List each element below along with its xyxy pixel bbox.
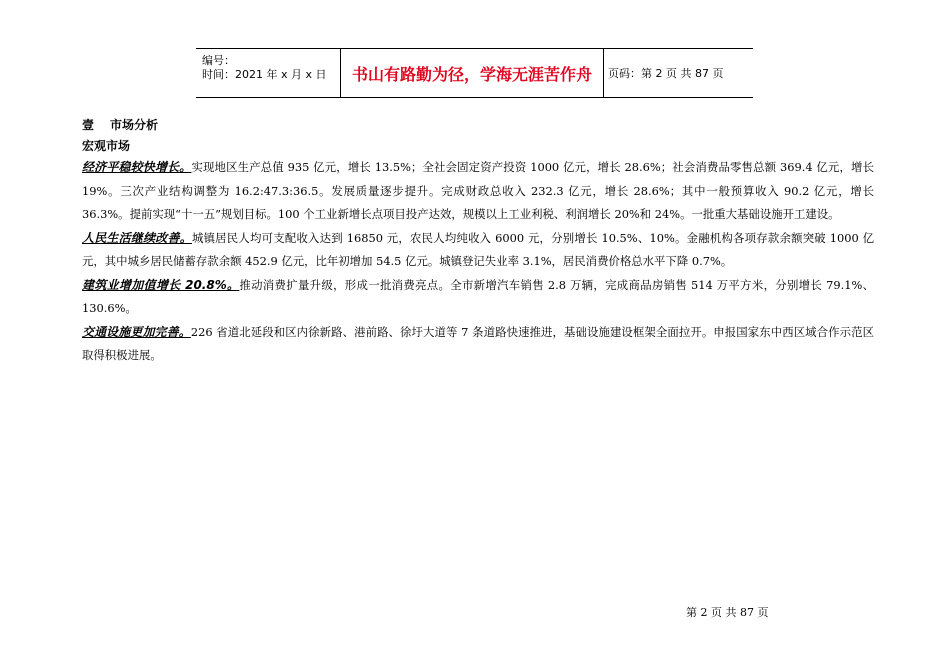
document-number-label: 编号： [202,54,235,67]
paragraph-construction [82,274,874,321]
section-number: 壹 [82,118,95,132]
paragraph-livelihood [82,227,874,274]
page-header [196,48,753,98]
document-body [82,114,874,368]
section-title: 市场分析 [110,118,159,132]
header-motto: 书山有路勤为径，学海无涯苦作舟 [340,49,604,97]
paragraph-text: 226 省道北延段和区内徐新路、港前路、徐圩大道等 7 条道路快速推进，基础设施建设框架全面拉开。申报国家东中西区域合作示范区取得积极进展。 [82,324,874,362]
paragraph-text: 实现地区生产总值 935 亿元，增长 13.5%；全社会固定资产投资 1000 亿元，增长 28.6%；社会消费品零售总额 369.4 亿元，增长 19%。三次产业结构调整为 16.2:47.3:36.5。发展质量逐步提升。完成财政总收入 232.3 亿元，增长 28.6%；其中一般预算收入 90.2 亿元，增长 36.3%。提前实现“十一五”规划目标。100 个工业新增长点项目投产达效，规模以上工业利税、利润增长 20%和 24%。一批重大基础设施开工建设。 [82,160,874,221]
page-footer: 第 2 页 共 87 页 [686,606,769,619]
header-page-number: 页码：第 2 页 共 87 页 [608,67,724,80]
subsection-heading: 宏观市场 [82,139,131,153]
header-meta [202,49,338,97]
paragraph-text: 城镇居民人均可支配收入达到 16850 元，农民人均纯收入 6000 元，分别增长 10.5%、10%。金融机构各项存款余额突破 1000 亿元，其中城乡居民储蓄存款余额 452.9 亿元，比年初增加 54.5 亿元。城镇登记失业率 3.1%，居民消费价格总水平下降 0.7%。 [82,230,874,268]
section-heading [82,114,874,136]
paragraph-text: 推动消费扩量升级，形成一批消费亮点。全市新增汽车销售 2.8 万辆，完成商品房销售 514 万平方米，分别增长 79.1%、130.6%。 [82,277,874,315]
paragraph-transport [82,321,874,368]
document-time-label: 时间：2021 年 x 月 x 日 [202,68,327,81]
paragraph-lead: 交通设施更加完善。 [82,324,191,339]
paragraph-lead: 经济平稳较快增长。 [82,160,192,174]
paragraph-lead: 建筑业增加值增长 20.8%。 [82,277,240,292]
paragraph-lead: 人民生活继续改善。 [82,230,192,245]
paragraph-economy [82,156,874,227]
